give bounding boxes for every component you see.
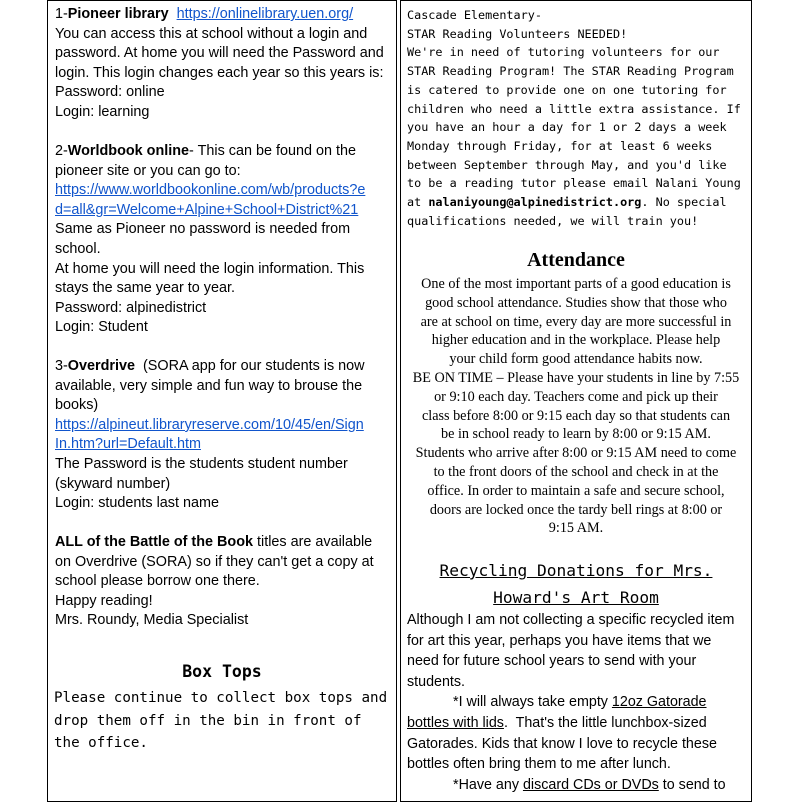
star-email-prefix: at (407, 195, 429, 210)
worldbook-text-line: pioneer site or you can go to: (55, 162, 241, 179)
overdrive-text-line: books) (55, 397, 99, 414)
pioneer-password: Password: online (55, 84, 165, 101)
worldbook-heading-suffix: - This can be found on the (189, 143, 356, 159)
star-text-line: We're in need of tutoring volunteers for our (407, 45, 720, 60)
battle-text-line: Happy reading! (55, 592, 153, 609)
pioneer-text-line: login. This login changes each year so this years is: (55, 64, 384, 81)
box-tops-text-line: Please continue to collect box tops and (54, 690, 388, 706)
star-reading-section (407, 6, 741, 230)
overdrive-link-part[interactable]: In.htm?url=Default.htm (55, 436, 201, 453)
attendance-text-line: class before 8:00 or 9:15 each day so that students can (421, 407, 731, 424)
right-column (400, 0, 752, 802)
recycling-text-line: bottles often bring them to me after lunch. (407, 756, 671, 773)
worldbook-login: Login: Student (55, 319, 148, 336)
box-tops-text-line: drop them off in the bin in front of (54, 712, 362, 729)
attendance-body (401, 275, 751, 538)
gatorade-item-2: bottles with lids (407, 714, 504, 731)
gatorade-item: 12oz Gatorade (611, 694, 707, 711)
attendance-text-line: doors are locked once the tardy bell rings at 8:00 or (429, 501, 723, 518)
recycling-heading-line: Recycling Donations for Mrs. (439, 561, 713, 580)
star-text-line: qualifications needed, we will train you! (407, 213, 699, 228)
pioneer-section (55, 5, 384, 123)
star-email-line (407, 193, 741, 212)
attendance-text-line: good school attendance. Studies show that those who (425, 294, 727, 311)
recycling-heading-line: Howard's Art Room (493, 588, 659, 607)
worldbook-link-part[interactable]: d=all&gr=Welcome+Alpine+School+District%21 (55, 201, 359, 218)
pioneer-link[interactable]: https://onlinelibrary.uen.org/ (176, 6, 354, 22)
attendance-heading: Attendance (527, 249, 625, 271)
attendance-text-line: to the front doors of the school and check in at the (433, 463, 719, 480)
star-text-line: you have an hour a day for 1 or 2 days a week (407, 120, 727, 135)
cds-line (407, 775, 734, 796)
worldbook-title: Worldbook online (67, 143, 190, 159)
attendance-text-line: be in school ready to learn by 8:00 or 9:15 AM. (441, 426, 711, 443)
box-tops-body (54, 687, 387, 755)
pioneer-text-line: You can access this at school without a login and (55, 25, 368, 42)
overdrive-login: Login: students last name (55, 495, 219, 512)
gatorade-prefix: *I will always take empty (453, 694, 612, 711)
gatorade-line (407, 692, 734, 713)
gatorade-rest: . That's the little lunchbox-sized (503, 714, 707, 731)
battle-text-line: on Overdrive (SORA) so if they can't get a copy at (55, 553, 374, 570)
cds-prefix: *Have any (453, 776, 523, 793)
pioneer-title: Pioneer library (67, 6, 169, 22)
attendance-text-line: office. In order to maintain a safe and secure school, (427, 482, 725, 499)
worldbook-text-line: school. (55, 240, 101, 257)
star-text-line: is catered to provide one on one tutoring for (407, 82, 727, 97)
pioneer-text-line: password. At home you will need the Password and (55, 45, 384, 62)
recycling-text-line: for art this year, perhaps you have items that we (407, 632, 712, 649)
star-text-line: Monday through Friday, for at least 6 weeks (407, 138, 713, 153)
worldbook-number: 2- (55, 143, 68, 159)
attendance-text-line: higher education and in the workplace. Please help (431, 332, 721, 349)
box-tops-heading: Box Tops (182, 662, 262, 681)
star-text-line: STAR Reading Program! The STAR Reading Program (407, 64, 734, 79)
attendance-text-line: are at school on time, every day are more successful in (420, 313, 732, 330)
overdrive-text-line: available, very simple and fun way to brouse the (55, 377, 363, 394)
overdrive-link-part[interactable]: https://alpineut.libraryreserve.com/10/45/en/Sign (55, 416, 364, 433)
gatorade-line-2 (407, 713, 734, 734)
overdrive-heading-suffix: (SORA app for our students is now (135, 358, 365, 374)
attendance-text-line: or 9:10 each day. Teachers come and pick up their (434, 388, 718, 405)
overdrive-section (55, 357, 365, 514)
worldbook-password: Password: alpinedistrict (55, 299, 207, 316)
worldbook-link-part[interactable]: https://www.worldbookonline.com/wb/products?e (55, 182, 366, 199)
box-tops-text-line: the office. (54, 735, 148, 752)
worldbook-link[interactable] (55, 181, 365, 220)
worldbook-text-line: At home you will need the login information. This (55, 260, 365, 277)
overdrive-number: 3- (55, 358, 68, 374)
signature-line: Mrs. Roundy, Media Specialist (55, 612, 249, 629)
star-email[interactable]: nalaniyoung@alpinedistrict.org (428, 195, 642, 210)
worldbook-text-line: stays the same year to year. (55, 280, 235, 297)
overdrive-heading-line (55, 357, 365, 377)
star-headline: STAR Reading Volunteers NEEDED! (407, 26, 628, 41)
worldbook-heading-line (55, 142, 365, 162)
worldbook-text-line: Same as Pioneer no password is needed from (55, 221, 351, 238)
overdrive-text-line: (skyward number) (55, 475, 171, 492)
cds-item: discard CDs or DVDs (522, 776, 659, 793)
pioneer-heading-line (55, 5, 384, 25)
attendance-text-line: Students who arrive after 8:00 or 9:15 AM need to come (415, 445, 737, 462)
attendance-text-line: BE ON TIME – Please have your students in line by 7:55 (412, 369, 740, 386)
recycling-text-line: need for future school years to send with your (407, 653, 697, 670)
star-school-name: Cascade Elementary- (407, 8, 542, 22)
battle-section (55, 533, 374, 631)
pioneer-login: Login: learning (55, 103, 150, 120)
recycling-text-line: Gatorades. Kids that know I love to recycle these (407, 735, 717, 752)
recycling-heading (401, 557, 751, 611)
attendance-text-line: One of the most important parts of a good education is (421, 276, 731, 292)
overdrive-text-line: The Password is the students student number (55, 455, 348, 472)
overdrive-link[interactable] (55, 416, 365, 455)
attendance-text-line: 9:15 AM. (548, 520, 604, 537)
pioneer-number: 1- (55, 6, 68, 22)
attendance-text-line: your child form good attendance habits now. (449, 351, 703, 368)
worldbook-section (55, 142, 365, 338)
battle-heading-line (55, 533, 374, 553)
recycling-text-line: students. (407, 673, 466, 690)
star-text-line: between September through May, and you'd like (407, 157, 727, 172)
recycling-body (407, 610, 734, 795)
cds-rest: to send to (658, 776, 726, 793)
battle-text: titles are available (253, 534, 373, 550)
left-column (47, 0, 397, 802)
battle-text-line: school please borrow one there. (55, 573, 260, 590)
star-text-line: children who need a little extra assistance. If (407, 101, 741, 116)
star-text-line: to be a reading tutor please email Nalani Young (407, 176, 741, 191)
overdrive-title: Overdrive (67, 358, 135, 374)
star-email-suffix: . No special (641, 195, 727, 210)
battle-bold-text: ALL of the Battle of the Book (55, 534, 253, 550)
recycling-text-line: Although I am not collecting a specific recycled item (407, 612, 735, 628)
